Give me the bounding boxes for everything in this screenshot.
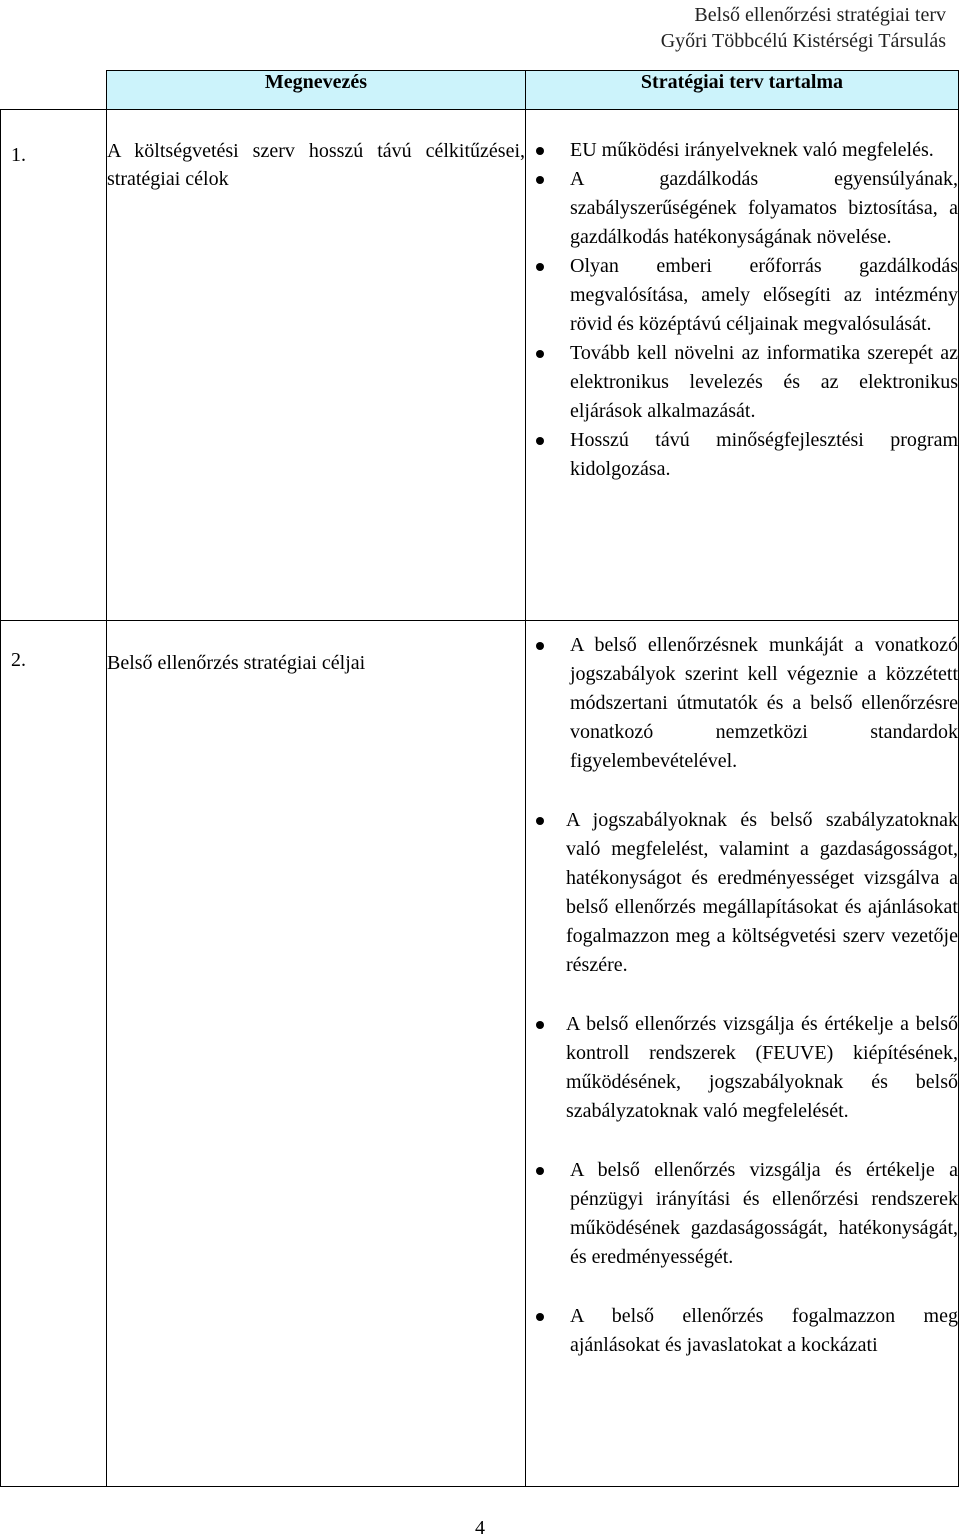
strategy-table xyxy=(0,70,959,1487)
bullet-icon xyxy=(536,263,544,271)
list-item: A belső ellenőrzés fogalmazzon meg ajánlásokat és javaslatokat a kockázati xyxy=(526,1302,958,1360)
list-item: Tovább kell növelni az informatika szerepét az elektronikus levelezés és az elektronikus eljárások alkalmazását. xyxy=(526,339,958,426)
list-item: A belső ellenőrzés vizsgálja és értékelje a belső kontroll rendszerek (FEUVE) kiépítésének, működésének, jogszabályoknak és belső szabályzatoknak való megfelelését. xyxy=(526,1010,958,1126)
column-header-name: Megnevezés xyxy=(107,71,526,110)
header-organization: Győri Többcélú Kistérségi Társulás xyxy=(660,30,946,52)
bullet-list xyxy=(526,136,958,484)
list-item: A gazdálkodás egyensúlyának, szabályszerűségének folyamatos biztosítása, a gazdálkodás hatékonyságának növelése. xyxy=(526,165,958,252)
bullet-icon xyxy=(536,1313,544,1321)
row-name: A költségvetési szerv hosszú távú célkitűzései, stratégiai célok xyxy=(107,110,526,621)
bullet-icon xyxy=(536,817,544,825)
bullet-icon xyxy=(536,437,544,445)
document-header xyxy=(0,2,946,54)
header-number-cell xyxy=(1,71,107,110)
list-item: Hosszú távú minőségfejlesztési program kidolgozása. xyxy=(526,426,958,484)
list-item: Olyan emberi erőforrás gazdálkodás megvalósítása, amely elősegíti az intézmény rövid és középtávú céljainak megvalósulását. xyxy=(526,252,958,339)
list-item: A belső ellenőrzésnek munkáját a vonatkozó jogszabályok szerint kell végeznie a közzétett módszertani útmutatók és a belső ellenőrzésre vonatkozó nemzetközi standardok figyelembevételével. xyxy=(526,631,958,776)
table-row xyxy=(1,621,959,1487)
row-number: 2. xyxy=(1,621,107,1487)
bullet-list xyxy=(526,631,958,1360)
bullet-icon xyxy=(536,176,544,184)
header-title: Belső ellenőrzési stratégiai terv xyxy=(694,4,946,26)
row-name: Belső ellenőrzés stratégiai céljai xyxy=(107,621,526,1487)
column-header-content: Stratégiai terv tartalma xyxy=(526,71,959,110)
table-header-row xyxy=(1,71,959,110)
row-number: 1. xyxy=(1,110,107,621)
bullet-icon xyxy=(536,1167,544,1175)
bullet-icon xyxy=(536,147,544,155)
bullet-icon xyxy=(536,1021,544,1029)
row-content xyxy=(526,621,959,1487)
bullet-icon xyxy=(536,350,544,358)
table-row xyxy=(1,110,959,621)
page-number: 4 xyxy=(475,1517,485,1539)
list-item: EU működési irányelveknek való megfelelés. xyxy=(526,136,958,165)
bullet-icon xyxy=(536,642,544,650)
list-item: A belső ellenőrzés vizsgálja és értékelje a pénzügyi irányítási és ellenőrzési rendszerek működésének gazdaságosságát, hatékonyságát, és eredményességét. xyxy=(526,1156,958,1272)
row-content xyxy=(526,110,959,621)
list-item: A jogszabályoknak és belső szabályzatoknak való megfelelést, valamint a gazdaságosságot, hatékonyságot és eredményességet vizsgálva a belső ellenőrzés megállapításokat és ajánlásokat fogalmazzon meg a költségvetési szerv vezetője részére. xyxy=(526,806,958,980)
